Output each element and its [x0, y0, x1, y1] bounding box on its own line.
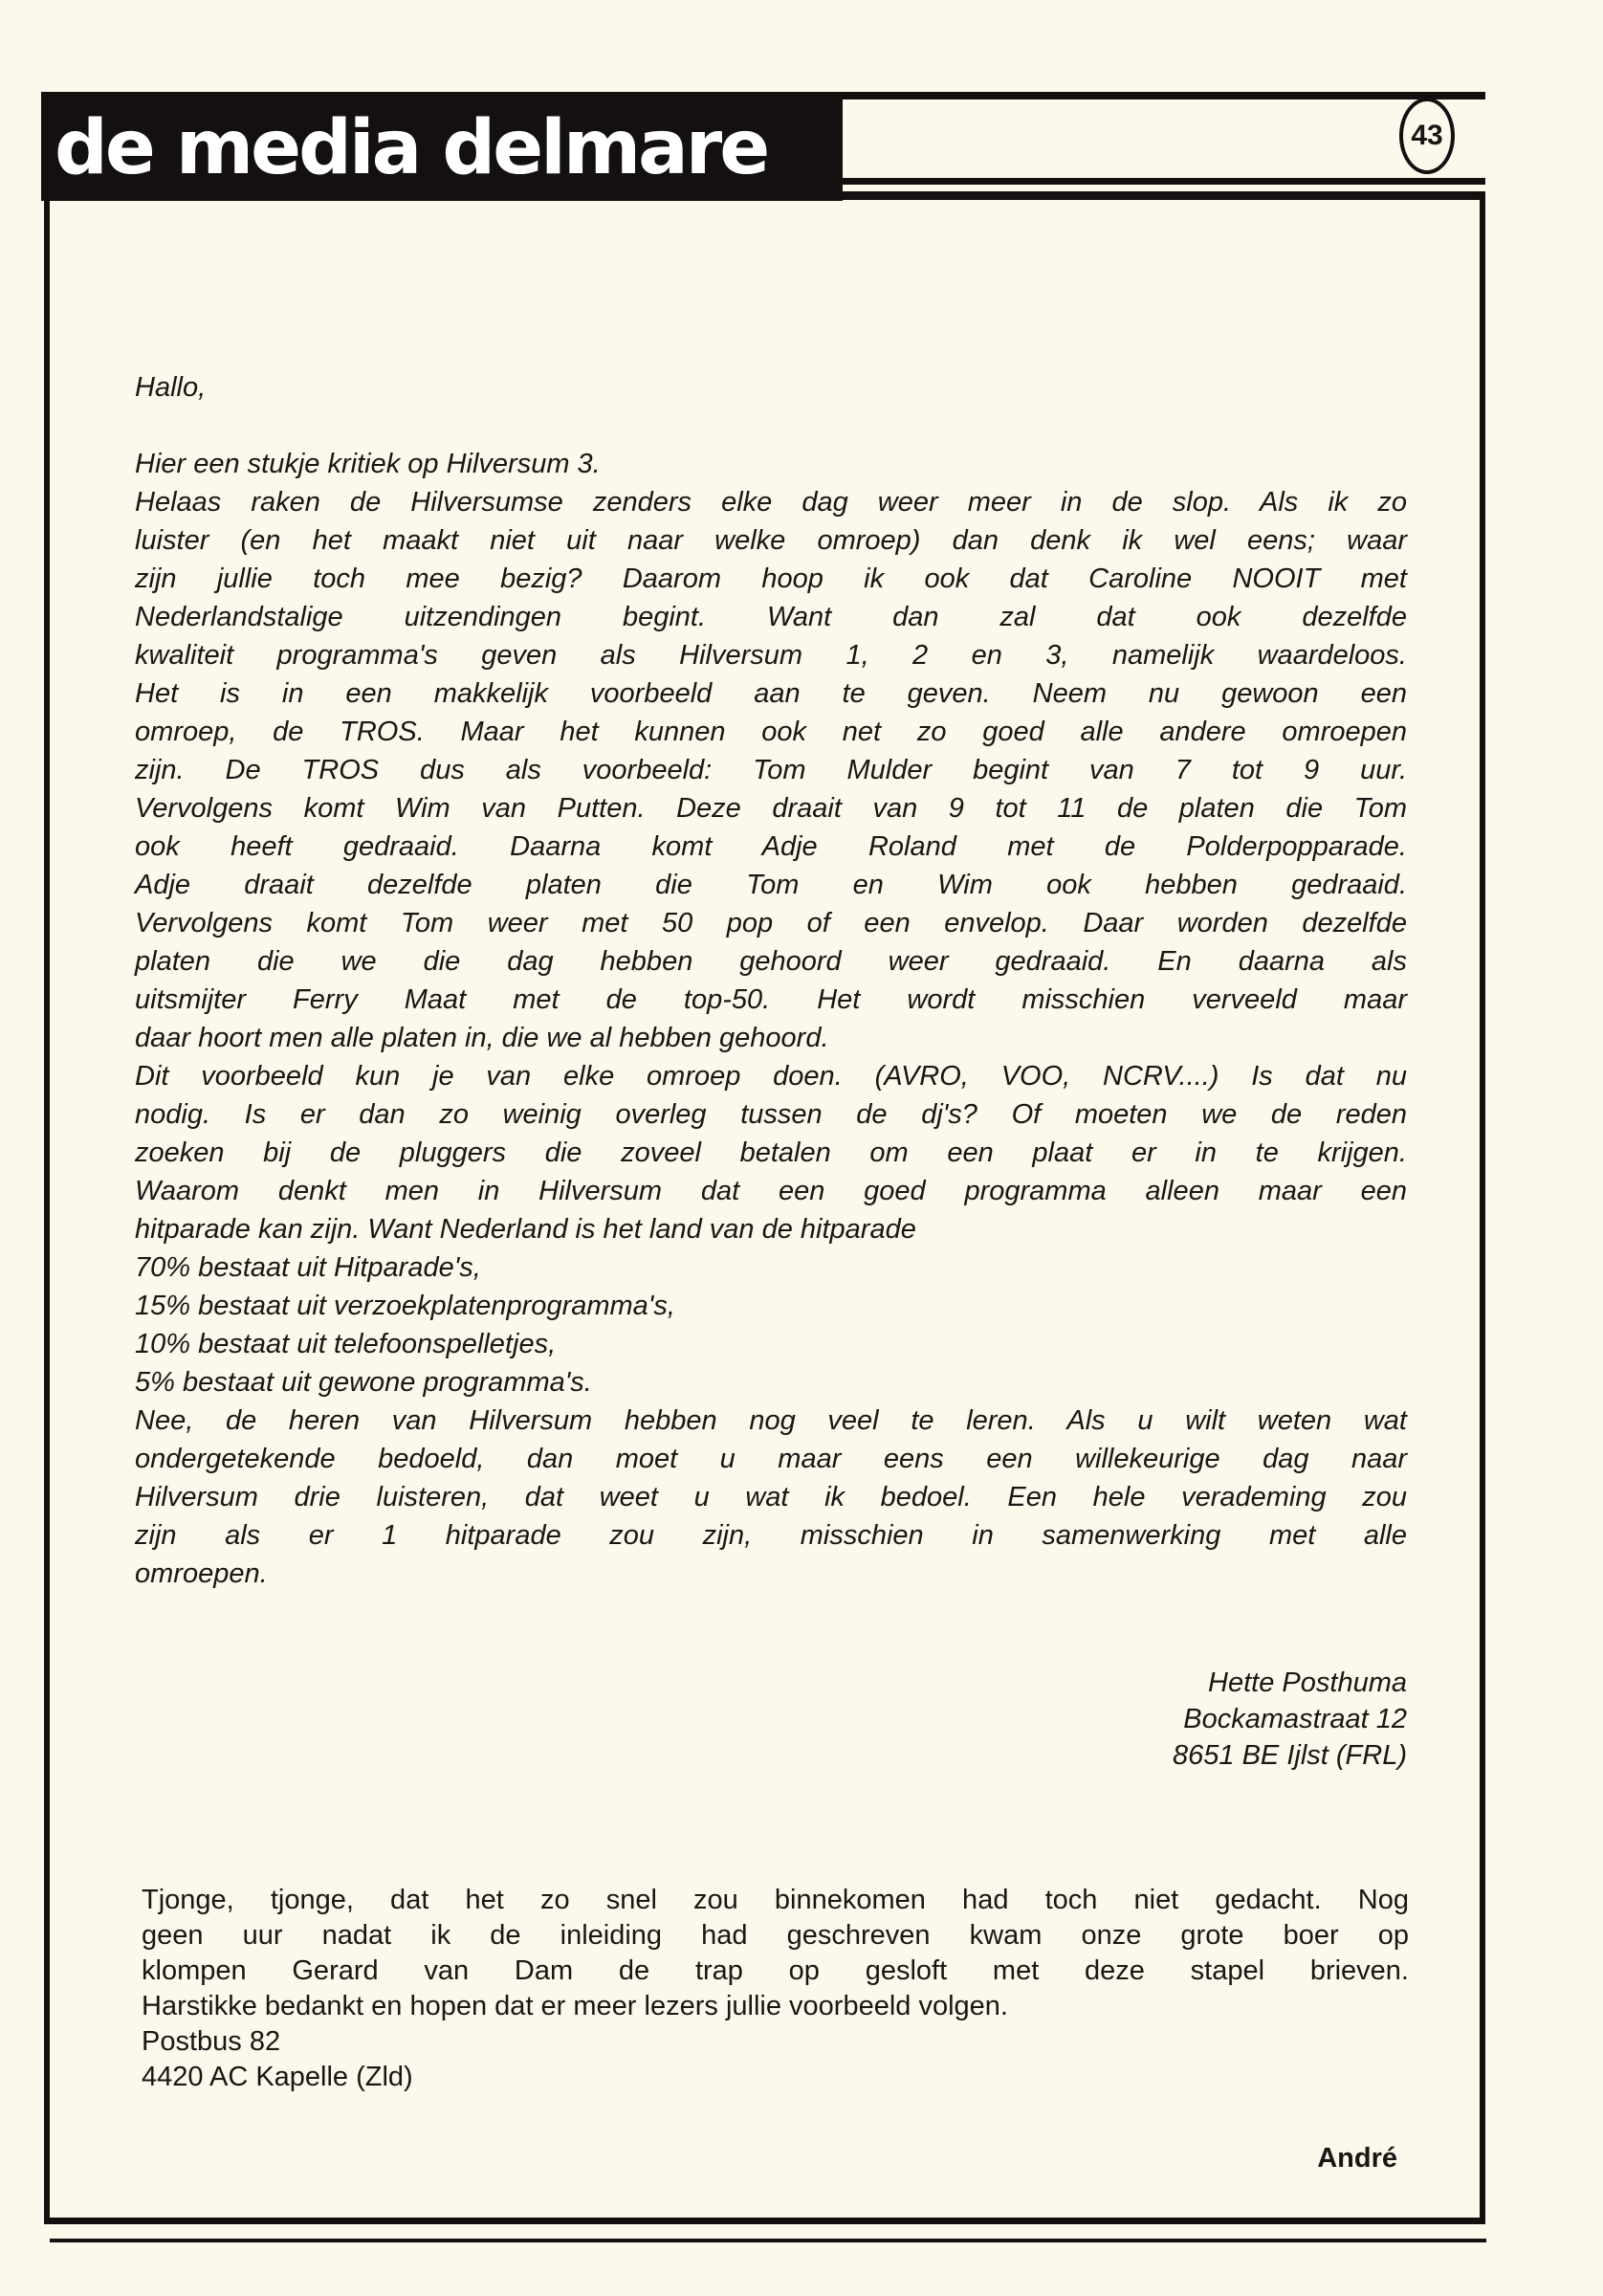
text-line: Hilversum drie luisteren, dat weet u wat ik bedoel. Een hele verademing zou	[135, 1482, 1407, 1512]
text-line: Waarom denkt men in Hilversum dat een goed programma alleen maar een	[135, 1176, 1407, 1206]
text-line: platen die we die dag hebben gehoord weer gedraaid. En daarna als	[135, 946, 1407, 977]
text-line: kwaliteit programma's geven als Hilversum 1, 2 en 3, namelijk waardeloos.	[135, 640, 1407, 671]
text-line: uitsmijter Ferry Maat met de top-50. Het wordt misschien verveeld maar	[135, 984, 1407, 1015]
text-line: 10% bestaat uit telefoonspelletjes,	[135, 1329, 557, 1359]
text-line: Vervolgens komt Tom weer met 50 pop of een envelop. Daar worden dezelfde	[135, 908, 1407, 938]
text-line: Helaas raken de Hilversumse zenders elke dag weer meer in de slop. Als ik zo	[135, 487, 1407, 518]
text-line: Dit voorbeeld kun je van elke omroep doen. (AVRO, VOO, NCRV....) Is dat nu	[135, 1061, 1407, 1092]
text-line: zoeken bij de pluggers die zoveel betalen om een plaat er in te krijgen.	[135, 1137, 1407, 1168]
text-line: omroepen.	[135, 1558, 268, 1589]
text-line: Nee, de heren van Hilversum hebben nog veel te leren. Als u wilt weten wat	[135, 1405, 1407, 1436]
letter-signature	[1173, 1665, 1407, 1774]
page-number: 43	[1399, 98, 1455, 174]
text-line: ondergetekende bedoeld, dan moet u maar eens een willekeurige dag naar	[135, 1444, 1407, 1474]
text-line: 5% bestaat uit gewone programma's.	[135, 1367, 592, 1398]
masthead-title: de media delmare	[41, 96, 843, 201]
text-line: Hier een stukje kritiek op Hilversum 3.	[135, 449, 601, 479]
text-line: Het is in een makkelijk voorbeeld aan te geven. Neem nu gewoon een	[135, 678, 1407, 709]
text-line: Nederlandstalige uitzendingen begint. Want dan zal dat ook dezelfde	[135, 602, 1407, 632]
masthead-mid-rule	[842, 178, 1485, 185]
signature-name: Hette Posthuma	[1208, 1667, 1407, 1698]
letter-body	[135, 445, 1407, 1593]
text-line: zijn jullie toch mee bezig? Daarom hoop ik ook dat Caroline NOOIT met	[135, 563, 1407, 594]
text-line: zijn als er 1 hitparade zou zijn, misschien in samenwerking met alle	[135, 1520, 1407, 1551]
letter-greeting: Hallo,	[135, 372, 207, 403]
text-line: luister (en het maakt niet uit naar welke omroep) dan denk ik wel eens; waar	[135, 525, 1407, 556]
text-line: nodig. Is er dan zo weinig overleg tussen de dj's? Of moeten we de reden	[135, 1099, 1407, 1130]
text-line: 15% bestaat uit verzoekplatenprogramma's,	[135, 1291, 675, 1321]
text-line: zijn. De TROS dus als voorbeeld: Tom Mulder begint van 7 tot 9 uur.	[135, 755, 1407, 785]
text-line: Harstikke bedankt en hopen dat er meer lezers jullie voorbeeld volgen.	[142, 1991, 1008, 2021]
text-line: klompen Gerard van Dam de trap op gesloft met deze stapel brieven.	[142, 1955, 1409, 1986]
text-line: Vervolgens komt Wim van Putten. Deze draait van 9 tot 11 de platen die Tom	[135, 793, 1407, 824]
text-line: omroep, de TROS. Maar het kunnen ook net zo goed alle andere omroepen	[135, 717, 1407, 747]
editor-note	[142, 1883, 1409, 2095]
signature-city: 8651 BE Ijlst (FRL)	[1173, 1740, 1407, 1771]
text-line: Adje draait dezelfde platen die Tom en Wim ook hebben gedraaid.	[135, 870, 1407, 900]
bottom-rule	[50, 2239, 1486, 2242]
text-line: hitparade kan zijn. Want Nederland is het land van de hitparade	[135, 1214, 916, 1245]
text-line: 4420 AC Kapelle (Zld)	[142, 2062, 413, 2092]
signature-street: Bockamastraat 12	[1183, 1704, 1407, 1734]
text-line: Postbus 82	[142, 2026, 281, 2057]
text-line: daar hoort men alle platen in, die we al hebben gehoord.	[135, 1023, 829, 1053]
editor-signature: André	[1317, 2143, 1397, 2174]
text-line: ook heeft gedraaid. Daarna komt Adje Roland met de Polderpopparade.	[135, 831, 1407, 862]
text-line: Tjonge, tjonge, dat het zo snel zou binnekomen had toch niet gedacht. Nog	[142, 1885, 1409, 1915]
reader-letter	[135, 368, 1407, 1593]
text-line: geen uur nadat ik de inleiding had geschreven kwam onze grote boer op	[142, 1920, 1409, 1951]
text-line: 70% bestaat uit Hitparade's,	[135, 1252, 481, 1283]
